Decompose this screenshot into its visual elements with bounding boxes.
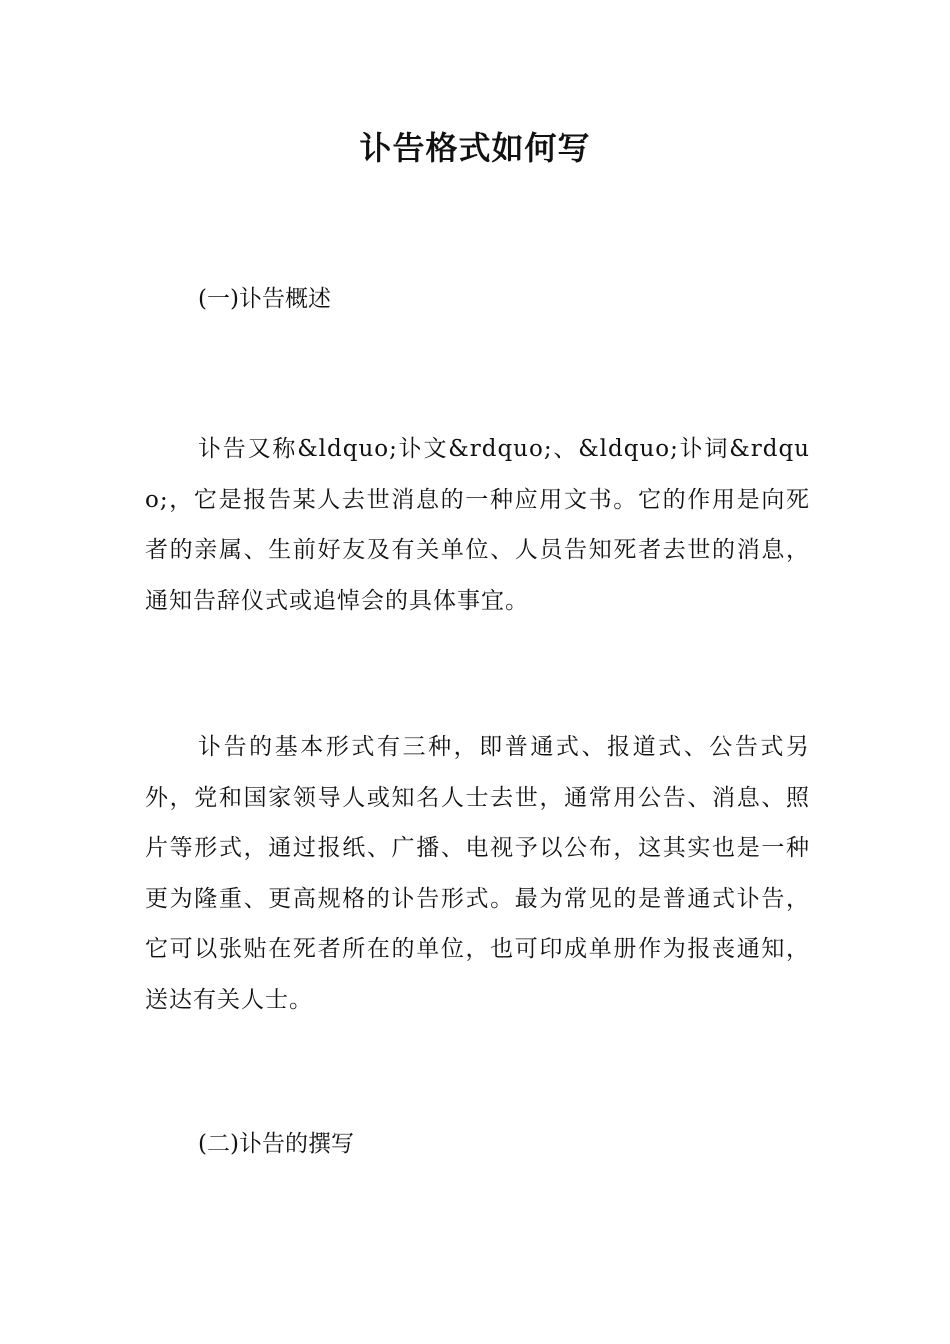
- section-heading-overview: (一)讣告概述: [198, 286, 331, 312]
- paragraph-definition: 讣告又称&ldquo;讣文&rdquo;、&ldquo;讣词&rdquo;，它是报告某人去世消息的一种应用文书。它的作用是向死者的亲属、生前好友及有关单位、人员告知死者去世的消息，通知告辞仪式或追悼会的具体事宜。: [145, 436, 810, 614]
- section-heading-writing: (二)讣告的撰写: [198, 1131, 354, 1157]
- paragraph-forms: 讣告的基本形式有三种，即普通式、报道式、公告式另外，党和国家领导人或知名人士去世，通常用公告、消息、照片等形式，通过报纸、广播、电视予以公布，这其实也是一种更为隆重、更高规格的讣告形式。最为常见的是普通式讣告，它可以张贴在死者所在的单位，也可印成单册作为报丧通知，送达有关人士。: [145, 734, 810, 1013]
- document-title: 讣告格式如何写: [359, 129, 591, 167]
